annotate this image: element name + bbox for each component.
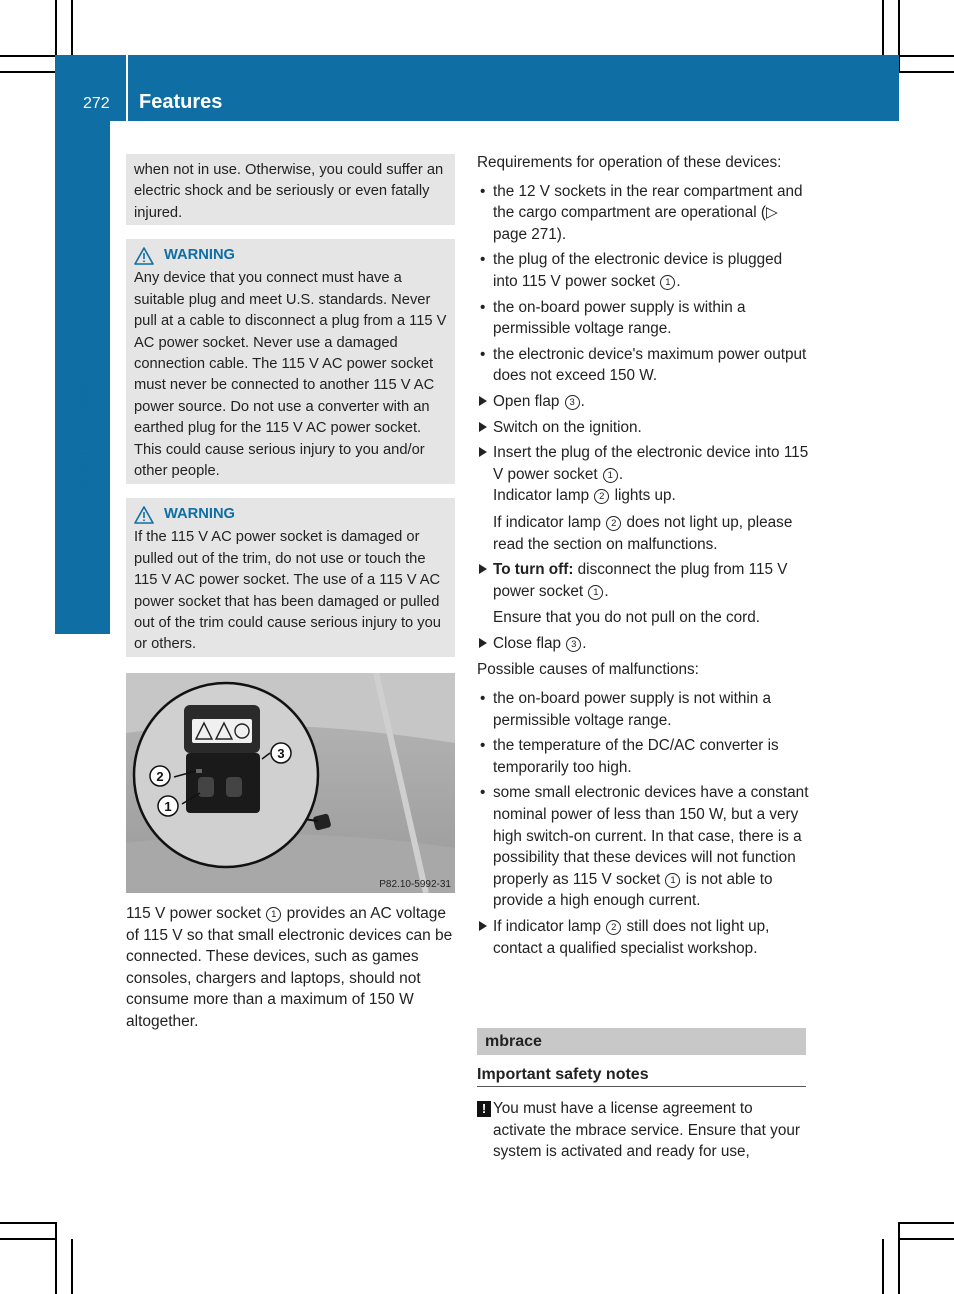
step-item: If indicator lamp 2 still does not light up, contact a qualified specialist workshop.	[477, 916, 809, 959]
list-item: • the temperature of the DC/AC converter is temporarily too high.	[477, 735, 809, 778]
step-result: Indicator lamp 2 lights up.	[493, 487, 676, 505]
warning-heading	[134, 245, 447, 266]
socket-description: 115 V power socket 1 provides an AC voltage of 115 V so that small electronic devices can be connected. These devices, such as games consoles, chargers and laptops, should not consume more than a maximum of 150 W altogether.	[126, 905, 453, 1030]
figure-code: P82.10-5992-31	[379, 879, 451, 890]
crop-mark	[882, 0, 884, 55]
step-item: Open flap 3 .	[477, 391, 809, 413]
step-result: If indicator lamp 2 does not light up, please read the section on malfunctions.	[493, 513, 793, 553]
callout-3: 3	[277, 746, 285, 761]
callout-1: 1	[164, 799, 172, 814]
crop-mark	[898, 1222, 900, 1294]
list-item: • some small electronic devices have a constant nominal power of less than 150 W, but a very high switch-on current. In that case, there is a possibility that these devices will not function properly as 115 V socket 1 is not able to provide a high enough current.	[477, 782, 809, 912]
step-item: Switch on the ignition.	[477, 417, 809, 439]
crop-mark	[0, 1222, 55, 1224]
power-socket-photo	[126, 673, 455, 893]
crop-mark	[0, 1238, 55, 1240]
mbrace-section-title: mbrace	[477, 1028, 806, 1055]
list-item: • the plug of the electronic device is plugged into 115 V power socket 1 .	[477, 249, 809, 292]
warning-box	[126, 239, 455, 484]
section-title: Features	[139, 91, 223, 113]
callout-ref: 1	[266, 907, 281, 922]
crop-mark	[0, 71, 55, 73]
safety-notes-heading: Important safety notes	[477, 1066, 806, 1087]
requirements-intro: Requirements for operation of these devices:	[477, 154, 782, 171]
warning-continuation-text: when not in use. Otherwise, you could suffer an electric shock and be seriously or even fatally injured.	[134, 162, 444, 221]
list-item: • the electronic device's maximum power output does not exceed 150 W.	[477, 344, 809, 387]
page-number: 272	[83, 95, 110, 112]
warning-text: If the 115 V AC power socket is damaged or pulled out of the trim, do not use or touch the 115 V AC power socket. The use of a 115 V AC power socket that has been damaged or pulled out of the trim could cause serious injury to you or others.	[134, 529, 441, 653]
exclamation-icon: !	[477, 1101, 491, 1117]
step-result: Ensure that you do not pull on the cord.	[493, 609, 761, 627]
list-item: • the on-board power supply is within a permissible voltage range.	[477, 297, 809, 340]
step-item: To turn off: disconnect the plug from 115 V power socket 1 .	[477, 559, 809, 602]
malfunctions-intro: Possible causes of malfunctions:	[477, 661, 699, 679]
note-text: You must have a license agreement to activate the mbrace service. Ensure that your system is activated and ready for use,	[493, 1100, 800, 1161]
crop-mark	[899, 1222, 954, 1224]
operation-instructions	[477, 152, 809, 959]
header-separator	[126, 55, 128, 121]
crop-mark	[882, 1239, 884, 1294]
warning-triangle-icon	[134, 506, 154, 524]
warning-label: WARNING	[164, 247, 235, 263]
crop-mark	[899, 71, 954, 73]
crop-mark	[55, 1222, 57, 1294]
crop-mark	[0, 55, 55, 57]
crop-mark	[899, 55, 954, 57]
list-item: • the on-board power supply is not within a permissible voltage range.	[477, 688, 809, 731]
warning-text: Any device that you connect must have a suitable plug and meet U.S. standards. Never pull at a cable to disconnect a plug from a 115 V AC power socket. Never use a damaged connection cable. The 115 V AC power socket must never be connected to another 115 V AC power source. Do not use a converter with an earthed plug for the 115 V AC power socket. This could cause serious injury to you and/or other people.	[134, 270, 447, 480]
warning-heading	[134, 504, 447, 525]
warning-box	[126, 498, 455, 657]
crop-mark	[899, 1238, 954, 1240]
mbrace-note	[477, 1098, 809, 1163]
step-item: Close flap 3 .	[477, 633, 809, 655]
warning-triangle-icon	[134, 247, 154, 265]
page-header	[55, 55, 899, 121]
crop-mark	[71, 1239, 73, 1294]
crop-mark	[71, 0, 73, 55]
callout-2: 2	[156, 769, 164, 784]
step-item: Insert the plug of the electronic device into 115 V power socket 1 .	[477, 442, 809, 485]
warning-continuation-box	[126, 154, 455, 225]
list-item: • the 12 V sockets in the rear compartment and the cargo compartment are operational (▷ page 271).	[477, 181, 809, 246]
warning-label: WARNING	[164, 506, 235, 522]
